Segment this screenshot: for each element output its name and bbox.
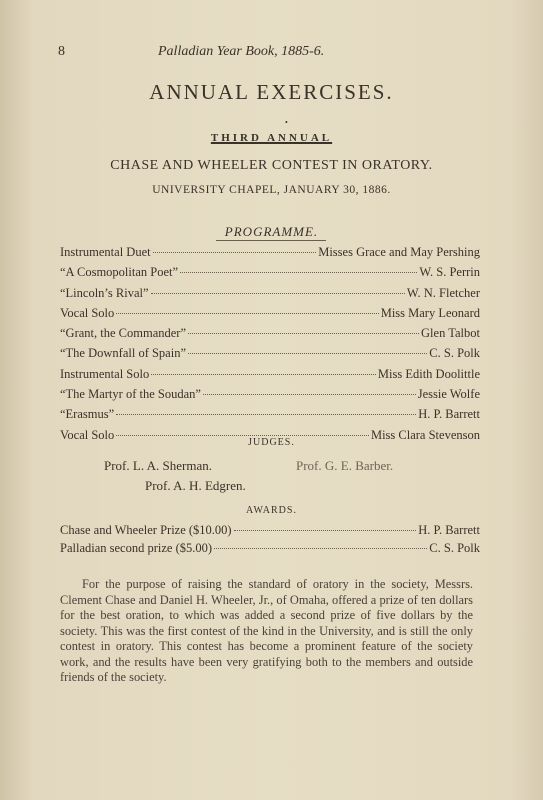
programme-item: Instrumental Duet: [60, 245, 151, 259]
awards-heading: AWARDS.: [246, 505, 297, 516]
programme-performer: Miss Mary Leonard: [380, 305, 480, 320]
programme-item: “Erasmus”: [60, 407, 115, 422]
programme-item: “Lincoln’s Rival”: [60, 285, 149, 300]
contest-name: CHASE AND WHEELER CONTEST IN ORATORY.: [110, 158, 433, 173]
programme-item: Instrumental Solo: [60, 366, 150, 381]
programme-row: [60, 286, 480, 306]
programme-row: [60, 245, 480, 265]
programme-row: [60, 326, 480, 346]
award-prize: Palladian second prize ($5.00): [60, 541, 213, 555]
programme-list: [60, 245, 480, 448]
programme-item: Vocal Solo: [60, 305, 115, 320]
programme-row: [60, 346, 480, 366]
leader-dots: [153, 252, 317, 253]
programme-performer: Glen Talbot: [421, 326, 480, 341]
programme-row: [60, 306, 480, 326]
page-title: ANNUAL EXERCISES.: [149, 80, 394, 104]
history-paragraph: For the purpose of raising the standard of oratory in the society, Messrs. Clement Chase and Daniel H. Wheeler, Jr., of Omaha, offered a prize of ten dollars for the best oration, to which was added a second prize of five dollars by the society. This was the first contest of the kind in the University, and is still the only contest in oratory. This contest has become a prominent feature of the society work, and the results have been very gratifying both to the members and outside friends of the society.: [60, 577, 473, 684]
contest-place-date: UNIVERSITY CHAPEL, JANUARY 30, 1886.: [152, 184, 391, 196]
programme-item: “A Cosmopolitan Poet”: [60, 265, 179, 280]
judge-name: Prof. A. H. Edgren.: [145, 478, 246, 493]
programme-performer: Miss Clara Stevenson: [370, 427, 480, 442]
leader-dots: [203, 394, 416, 395]
ornament-dot: •: [285, 118, 288, 127]
leader-dots: [116, 313, 378, 314]
leader-dots: [188, 333, 419, 334]
leader-dots: [188, 353, 427, 354]
award-row: [60, 541, 480, 559]
judge-name: Prof. L. A. Sherman.: [104, 458, 212, 473]
programme-row: [60, 387, 480, 407]
award-winner: C. S. Polk: [429, 541, 480, 555]
page-number: 8: [58, 44, 65, 59]
running-title: Palladian Year Book, 1885-6.: [158, 44, 325, 59]
programme-performer: H. P. Barrett: [418, 407, 480, 422]
leader-dots: [151, 293, 405, 294]
awards-list: [60, 523, 480, 559]
programme-performer: W. N. Fletcher: [406, 285, 480, 300]
programme-row: [60, 367, 480, 387]
programme-row: [60, 265, 480, 285]
leader-dots: [214, 548, 427, 549]
programme-performer: C. S. Polk: [429, 346, 480, 361]
programme-heading: PROGRAMME.: [224, 224, 319, 239]
programme-performer: W. S. Perrin: [419, 265, 480, 280]
programme-item: Vocal Solo: [60, 427, 115, 442]
leader-dots: [116, 414, 416, 415]
programme-item: “Grant, the Commander”: [60, 326, 186, 341]
award-row: [60, 523, 480, 541]
judge-name: Prof. G. E. Barber.: [296, 458, 394, 473]
award-winner: H. P. Barrett: [418, 523, 480, 537]
contest-ordinal: THIRD ANNUAL: [210, 132, 333, 144]
leader-dots: [180, 272, 417, 273]
programme-item: “The Downfall of Spain”: [60, 346, 187, 361]
programme-performer: Miss Edith Doolittle: [377, 366, 480, 381]
programme-underline: [216, 240, 326, 241]
programme-performer: Misses Grace and May Pershing: [318, 245, 480, 259]
award-prize: Chase and Wheeler Prize ($10.00): [60, 523, 232, 537]
judges-heading: JUDGES.: [248, 437, 295, 448]
programme-row: [60, 407, 480, 427]
leader-dots: [116, 435, 369, 436]
leader-dots: [234, 530, 417, 531]
programme-performer: Jessie Wolfe: [417, 387, 480, 402]
programme-item: “The Martyr of the Soudan”: [60, 387, 201, 402]
leader-dots: [151, 374, 376, 375]
